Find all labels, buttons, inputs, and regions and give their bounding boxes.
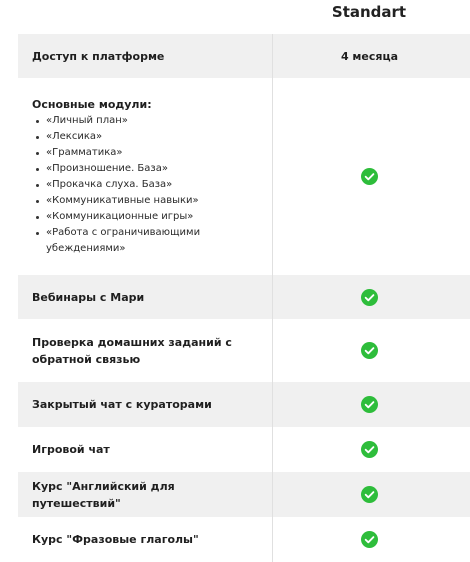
row-label: Закрытый чат с кураторами: [32, 398, 212, 411]
modules-cell: [18, 97, 272, 257]
row-label: Вебинары с Мари: [32, 290, 145, 304]
list-item: «Коммуникативные навыки»: [34, 193, 262, 209]
table-row-curators-chat: [18, 382, 470, 427]
row-value: [272, 517, 466, 562]
list-item: «Коммуникационные игры»: [34, 209, 262, 225]
modules-list: [32, 113, 262, 257]
list-item: «Прокачка слуха. База»: [34, 177, 262, 193]
row-label: Проверка домашних заданий с обратной связью: [32, 335, 232, 366]
list-item: «Личный план»: [34, 113, 262, 129]
table-row-platform-access: [18, 34, 470, 78]
check-circle-icon: [361, 486, 378, 503]
table-row-game-chat: [18, 427, 470, 472]
row-value: [272, 427, 466, 472]
row-value: [272, 78, 466, 275]
row-value: [272, 382, 466, 427]
row-label: Игровой чат: [32, 443, 110, 456]
list-item: «Произношение. База»: [34, 161, 262, 177]
table-row-homework-check: [18, 319, 470, 382]
access-duration: 4 месяца: [340, 49, 399, 63]
row-value: [272, 472, 466, 517]
row-value: [272, 34, 466, 78]
row-value: [272, 319, 466, 382]
modules-heading: Основные модули:: [32, 97, 152, 111]
check-circle-icon: [361, 396, 378, 413]
table-row-modules: [18, 78, 470, 275]
check-circle-icon: [361, 441, 378, 458]
row-label: Курс "Фразовые глаголы": [32, 533, 199, 546]
list-item: «Лексика»: [34, 129, 262, 145]
plan-title: Standart: [331, 3, 407, 21]
table-row-travel-course: [18, 472, 470, 517]
check-circle-icon: [361, 289, 378, 306]
comparison-table: [18, 34, 470, 562]
table-row-phrasal-verbs-course: [18, 517, 470, 562]
check-circle-icon: [361, 168, 378, 185]
list-item: «Работа с ограничивающими убеждениями»: [34, 225, 262, 257]
list-item: «Грамматика»: [34, 145, 262, 161]
row-value: [272, 275, 466, 319]
row-label: Доступ к платформе: [32, 49, 165, 63]
check-circle-icon: [361, 531, 378, 548]
table-row-webinars: [18, 275, 470, 319]
row-label: Курс "Английский для путешествий": [32, 479, 175, 510]
check-circle-icon: [361, 342, 378, 359]
